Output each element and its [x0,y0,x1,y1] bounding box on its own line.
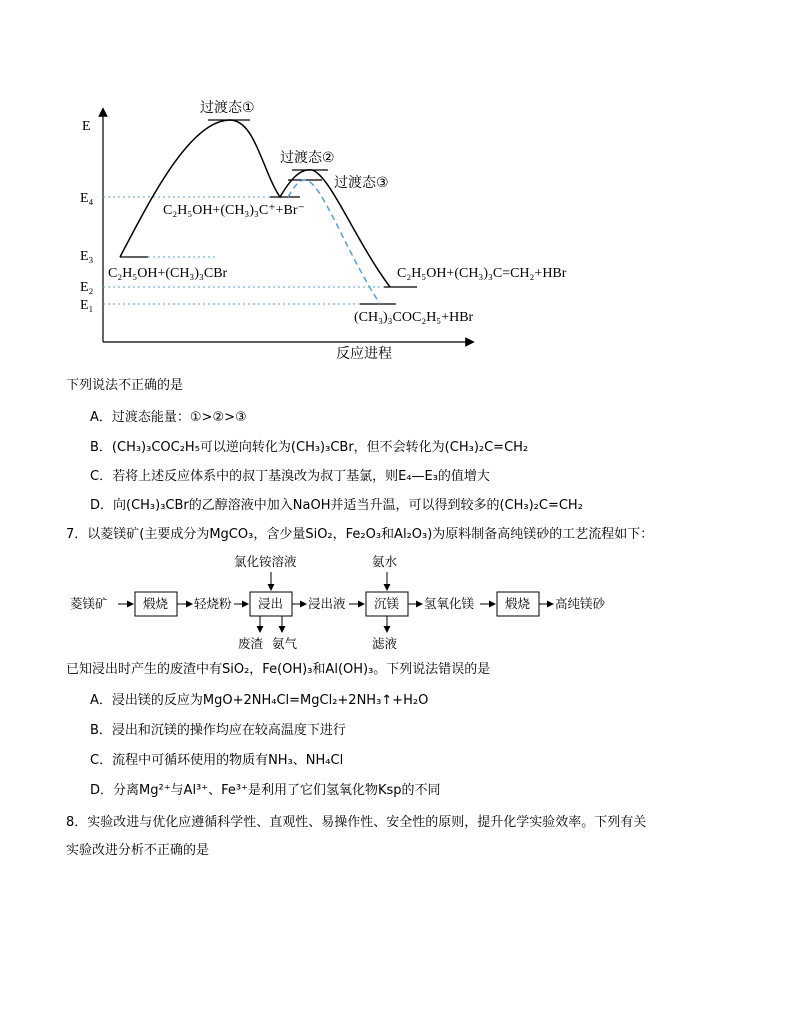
q6-option-b: B．(CH₃)₃COC₂H₅可以逆向转化为(CH₃)₃CBr，但不会转化为(CH₃)₂C=CH₂ [90,440,529,455]
q8-line-1: 8．实验改进与优化应遵循科学性、直观性、易操作性、安全性的原则，提升化学实验效率。下列有关 [66,815,647,830]
flow-box2-label: 浸出 [258,596,284,611]
q7-stem: 7．以菱镁矿(主要成分为MgCO₃，含少量SiO₂，Fe₂O₃和Al₂O₃)为原料制备高纯镁砂的工艺流程如下： [66,527,654,542]
ts3-label: 过渡态③ [334,175,389,191]
q7-option-d: D．分离Mg²⁺与Al³⁺、Fe³⁺是利用了它们氢氧化物Ksp的不同 [90,783,441,798]
q7-option-b: B．浸出和沉镁的操作均应在较高温度下进行 [90,723,346,738]
q6-option-a: A．过渡态能量：①>②>③ [90,410,247,425]
flow-mid3: 氢氧化镁 [424,596,475,611]
flow-mid2: 浸出液 [308,596,346,611]
flow-out-filtrate: 滤液 [372,636,398,651]
flow-box1-label: 煅烧 [143,596,169,611]
flow-input-ammonia-water: 氨水 [372,554,398,569]
flow-box3-label: 沉镁 [374,596,400,611]
flow-out-ammonia: 氨气 [272,636,298,651]
ts1-label: 过渡态① [200,100,255,116]
flow-end: 高纯镁砂 [555,596,606,611]
flow-mid1: 轻烧粉 [194,596,232,611]
reactant-label: C₂H₅OH+(CH₃)₃CBr [108,266,228,281]
q7-option-c: C．流程中可循环使用的物质有NH₃、NH₄Cl [90,753,344,768]
q6-option-d: D．向(CH₃)₃CBr的乙醇溶液中加入NaOH并适当升温，可以得到较多的(CH₃)₂C=CH₂ [90,498,583,513]
ts2-label: 过渡态② [280,150,335,166]
flow-input-nh4cl: 氯化铵溶液 [234,554,297,569]
ether-label: (CH₃)₃COC₂H₅+HBr [354,310,474,325]
flow-out-residue: 废渣 [238,636,264,651]
alkene-label: C₂H₅OH+(CH₃)₃C=CH₂+HBr [397,266,567,281]
reaction-curve-dashed [288,180,380,304]
y-axis-label: E [82,119,91,134]
q6-option-c: C．若将上述反应体系中的叔丁基溴改为叔丁基氯，则E₄—E₃的值增大 [90,469,490,484]
level-E1: E₁ [80,298,94,313]
x-axis-label: 反应进程 [336,346,392,362]
q6-stem: 下列说法不正确的是 [66,378,184,393]
flow-box4-label: 煅烧 [505,596,531,611]
process-flowchart [0,550,794,660]
energy-diagram [0,0,794,370]
q7-option-a: A．浸出镁的反应为MgO+2NH₄Cl=MgCl₂+2NH₃↑+H₂O [90,693,429,708]
q7-note: 已知浸出时产生的废渣中有SiO₂，Fe(OH)₃和Al(OH)₃。下列说法错误的是 [66,662,491,677]
flow-start: 菱镁矿 [70,596,108,611]
level-E2: E₂ [80,280,94,295]
q8-line-2: 实验改进分析不正确的是 [66,843,210,858]
level-E3: E₃ [80,249,94,264]
level-E4: E₄ [80,191,94,206]
intermediate-label: C₂H₅OH+(CH₃)₃C⁺+Br⁻ [163,203,305,218]
